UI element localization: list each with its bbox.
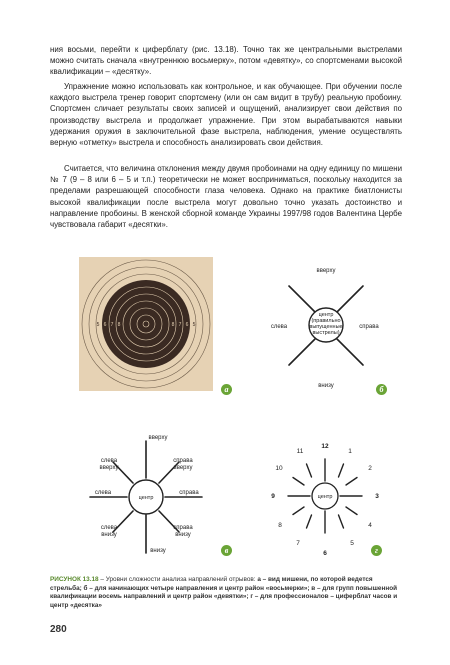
caption-body: – Уровни сложности анализа направлений отрывов: — [98, 576, 258, 583]
center-label: центр — [318, 312, 334, 318]
hour-9: 9 — [271, 493, 275, 500]
hour-4: 4 — [368, 522, 372, 529]
paragraph-2: Упражнение можно использовать как контрольное, и как обучающее. При обучении после каждого выстрела тренер говорит спортсмену (или он сам видит в трубу) реальную пробоину. Спортсмен сличает результаты своих записей и ощущений, анализирует свои действия по производству выстрела и продолжает упражнение. При этом вырабатываются навыки удержания оружия в заключительной фазе выстрела, наблюдения, умение осуществлять верную «отметку» выстрела и способность анализировать свои действия. — [50, 82, 402, 148]
hour-10: 10 — [275, 465, 283, 472]
hour-12: 12 — [321, 443, 329, 450]
label-top-left: слева — [100, 458, 118, 464]
hour-8: 8 — [278, 522, 282, 529]
target-image — [79, 257, 213, 391]
label-bottom-right: внизу — [175, 532, 191, 538]
center-label: центр — [138, 495, 154, 501]
label-top-right: вверху — [173, 465, 193, 471]
label-bottom-left: слева — [100, 525, 118, 531]
hour-1: 1 — [348, 448, 352, 455]
ring-number: 6 — [185, 322, 189, 328]
diagram-eight-directions — [76, 425, 216, 570]
label-right: справа — [359, 324, 379, 330]
label-left: слева — [270, 324, 288, 330]
label-bottom: внизу — [150, 548, 166, 554]
label-bottom-right: справа — [173, 525, 193, 531]
badge-b: б — [376, 384, 387, 395]
center-label: выстрелы) — [312, 330, 340, 336]
badge-a: а — [221, 384, 232, 395]
badge-v: в — [221, 545, 232, 556]
ring-number: 8 — [171, 322, 175, 328]
hour-5: 5 — [350, 540, 354, 547]
caption-details: а – вид мишени, по которой ведется стрельба; б – для начинающих четыре направления и центр район «восьмерки»; в – для групп повышенной квалификации восемь направлений и центр район «девятки»; г – для профессионалов – циферблат часов и центр «десятка» — [50, 576, 398, 609]
ring-number: 7 — [110, 322, 114, 328]
ring-number: 5 — [192, 322, 196, 328]
caption-head: РИСУНОК 13.18 — [50, 576, 99, 583]
hour-2: 2 — [368, 465, 372, 472]
target-svg — [79, 257, 213, 391]
page-number: 280 — [50, 624, 67, 635]
hour-6: 6 — [323, 550, 327, 557]
label-left: слева — [94, 490, 112, 496]
figure-caption — [50, 576, 402, 610]
label-top-right: справа — [173, 458, 193, 464]
label-right: справа — [179, 490, 199, 496]
label-top-left: вверху — [99, 465, 119, 471]
ring-number: 8 — [117, 322, 121, 328]
ring-number: 6 — [103, 322, 107, 328]
label-bottom: внизу — [318, 383, 334, 389]
label-top: вверху — [316, 268, 336, 274]
center-label: центр — [317, 494, 333, 500]
hour-3: 3 — [375, 493, 379, 500]
center-label: выпущенные — [309, 324, 343, 330]
ring-number: 7 — [178, 322, 182, 328]
center-label: (правильно — [311, 318, 341, 324]
label-top: вверху — [148, 435, 168, 441]
paragraph-3: Считается, что величина отклонения между двумя пробоинами на одну единицу по мишени № 7 (9 – 8 или 6 – 5 и т.п.) теоретически не может восприниматься, поскольку находится за пределами разрешающей способности глаза человека. Однако на практике биатлонисты высокой квалификации после выстрела могут довольно точно указать достоинство и направление пробоины. В женской сборной команде Украины 1997/98 годов Валентина Цербе чувствовала габарит «десятки». — [50, 164, 402, 230]
hour-7: 7 — [296, 540, 300, 547]
diagram-four-directions — [266, 259, 386, 399]
target-black-center — [102, 280, 190, 368]
hour-11: 11 — [296, 448, 304, 455]
badge-g: г — [371, 545, 382, 556]
label-bottom-left: внизу — [101, 532, 117, 538]
ring-number: 5 — [96, 322, 100, 328]
paragraph-1: ния восьми, перейти к циферблату (рис. 13.18). Точно так же центральными выстрелами можно считать сначала «внутреннюю восьмерку», потом «девятку», со спортсменами высокой квалификации – «десятку». — [50, 45, 402, 77]
